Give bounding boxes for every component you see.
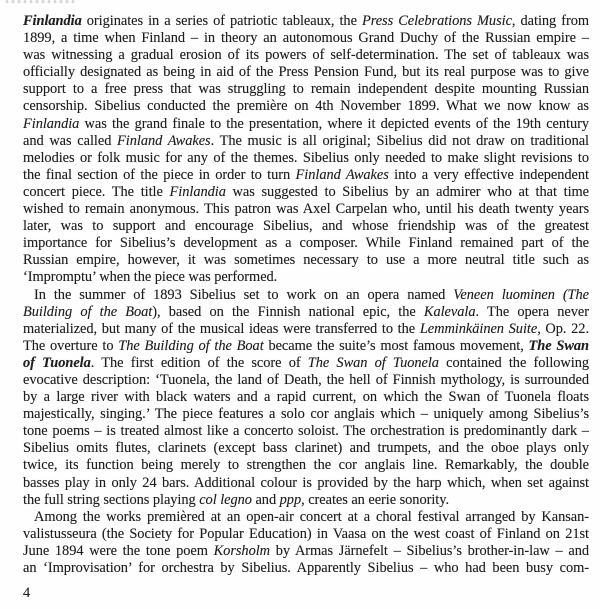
text-line: [23, 218, 589, 235]
text-segment: ), based on the Finnish national epic, the: [152, 303, 424, 320]
text-segment: Kalevala: [423, 303, 476, 320]
text-segment: Lemminkäinen Suite: [419, 320, 538, 337]
text-segment: Finland Awakes: [117, 132, 211, 149]
text-segment: Veneen luominen (The: [453, 286, 589, 303]
text-segment: , creates an eerie sonority.: [301, 491, 449, 508]
text-segment: col legno: [199, 491, 252, 508]
text-segment: ‘Impromptu’ when the piece was performed.: [23, 269, 278, 286]
text-segment: wished to remain anonymous. This patron was Axel Carpelan who, until his death twenty years: [23, 201, 589, 218]
text-segment: originates in a series of patriotic tableaux, the: [81, 13, 362, 29]
text-line: [23, 167, 589, 184]
text-line: [23, 98, 589, 115]
text-line: [23, 423, 589, 440]
text-segment: and: [251, 491, 280, 508]
text-line: [23, 355, 589, 372]
text-line: [23, 389, 589, 406]
text-segment: the final section of the piece in order to turn: [23, 166, 296, 183]
text-line: [23, 372, 589, 389]
text-segment: twice, its function being merely to strengthen the cor anglais line. Remarkably, the double: [23, 457, 589, 474]
text-line: [23, 13, 589, 30]
text-segment: In the summer of 1893 Sibelius set to work on an opera named: [34, 286, 454, 303]
text-segment: was the grand finale to the presentation, where it depicted events of the 19th century: [79, 115, 589, 132]
text-segment: by Armas Järnefelt – Sibelius’s brother-in-law – and: [270, 542, 589, 559]
text-segment: valistusseura (the Society for Popular Education) in Vaasa on the west coast of Finland on 21st: [23, 525, 589, 542]
text-segment: melodies or folk music for any of the themes. Sibelius only needed to make slight revisions to: [23, 149, 589, 166]
text-segment: . The music is all original; Sibelius did not draw on traditional: [210, 132, 589, 149]
text-segment: Among the works premièred at an open-air concert at a choral festival arranged by Kansan-: [34, 508, 589, 525]
page-text: [23, 13, 589, 577]
text-line: [23, 406, 589, 423]
text-line: [23, 475, 589, 492]
text-segment: an ‘Improvisation’ for orchestra by Sibelius. Apparently Sibelius – who had been busy com-: [23, 560, 589, 576]
text-line: [23, 560, 589, 577]
page-number: 4: [23, 585, 31, 602]
text-segment: later, was to support and encourage Sibelius, and whose friendship was of the greatest: [23, 218, 589, 235]
text-line: [23, 64, 589, 81]
text-segment: and was called: [23, 132, 118, 149]
text-segment: materialized, but many of the musical ideas were transferred to the: [23, 320, 420, 337]
text-segment: was suggested to Sibelius by an admirer who at that time: [225, 183, 589, 200]
text-segment: Finlandia: [169, 183, 226, 200]
text-segment: The Swan of Tuonela: [307, 354, 439, 371]
text-segment: . The first edition of the score of: [90, 354, 308, 371]
text-segment: Finlandia: [23, 115, 80, 132]
scan-artifact: [6, 0, 76, 3]
text-line: [23, 201, 589, 218]
text-segment: tone poems – is treated almost like a concerto soloist. The orchestration is predominantly dark –: [23, 423, 589, 440]
text-segment: 1899, a time when Finland – in theory an autonomous Grand Duchy of the Russian empire –: [23, 30, 589, 47]
text-line: [23, 321, 589, 338]
text-line: [23, 252, 589, 269]
text-segment: was witnessing a gradual erosion of its powers of self-determination. The set of tableaux was: [23, 47, 589, 64]
text-segment: Korsholm: [213, 542, 271, 559]
text-segment: Finland Awakes: [295, 166, 389, 183]
text-line: [23, 304, 589, 321]
text-segment: officially designated as being in aid of the Press Pension Fund, but its real purpose was to give: [23, 64, 589, 81]
text-segment: The Building of the Boat: [118, 337, 264, 354]
text-segment: June 1894 were the tone poem: [23, 542, 214, 559]
text-segment: The Swan: [528, 337, 589, 354]
text-segment: Sibelius omits flutes, clarinets (except bass clarinet) and trumpets, and the oboe plays only: [23, 440, 589, 457]
text-line: [23, 184, 589, 201]
text-segment: Press Celebrations Music: [361, 13, 512, 29]
text-segment: . The opera never: [475, 303, 589, 320]
text-segment: of Tuonela: [23, 354, 91, 371]
text-line: [23, 81, 589, 98]
text-line: [23, 457, 589, 474]
text-segment: became the suite’s most famous movement,: [263, 337, 529, 354]
text-line: [23, 338, 589, 355]
text-segment: contained the following: [438, 354, 589, 371]
text-segment: , Op. 22.: [537, 320, 589, 337]
text-segment: censorship. Sibelius conducted the première on 4th November 1899. What we now know as: [23, 98, 589, 115]
text-segment: by a large river with black waters and a rapid current, on which the Swan of Tuonela floats: [23, 389, 589, 406]
text-line: [23, 440, 589, 457]
text-segment: ppp: [279, 491, 302, 508]
text-line: [23, 543, 589, 560]
text-line: [23, 150, 589, 167]
text-segment: Finlandia: [23, 13, 82, 29]
text-segment: Russian empire, however, it was sometimes necessary to use a more neutral title such as: [23, 252, 589, 269]
text-line: [23, 509, 589, 526]
text-segment: into a very effective independent: [388, 166, 589, 183]
text-line: [23, 287, 589, 304]
text-segment: majestically, singing.’ The piece features a solo cor anglais which – uniquely among Sibelius’s: [23, 406, 589, 423]
text-segment: the full string sections playing: [23, 491, 200, 508]
text-line: [23, 526, 589, 543]
text-line: [23, 235, 589, 252]
text-segment: importance for Sibelius’s development as a composer. While Finland remained part of the: [23, 235, 589, 252]
text-segment: concert piece. The title: [23, 183, 170, 200]
text-segment: The overture to: [23, 337, 119, 354]
text-line: [23, 492, 589, 509]
text-line: [23, 116, 589, 133]
text-line: [23, 30, 589, 47]
text-line: [23, 47, 589, 64]
text-segment: basses play in only 24 bars. Additional colour is provided by the harp which, when set against: [23, 474, 589, 491]
text-segment: evocative description: ‘Tuonela, the land of Death, the hell of Finnish mythology, is surrounded: [23, 371, 589, 388]
text-segment: Building of the Boat: [23, 303, 153, 320]
text-segment: , dating from: [511, 13, 589, 29]
text-segment: support to a free press that was struggling to remain independent despite mounting Russian: [23, 81, 589, 98]
text-line: [23, 133, 589, 150]
text-line: [23, 269, 589, 286]
